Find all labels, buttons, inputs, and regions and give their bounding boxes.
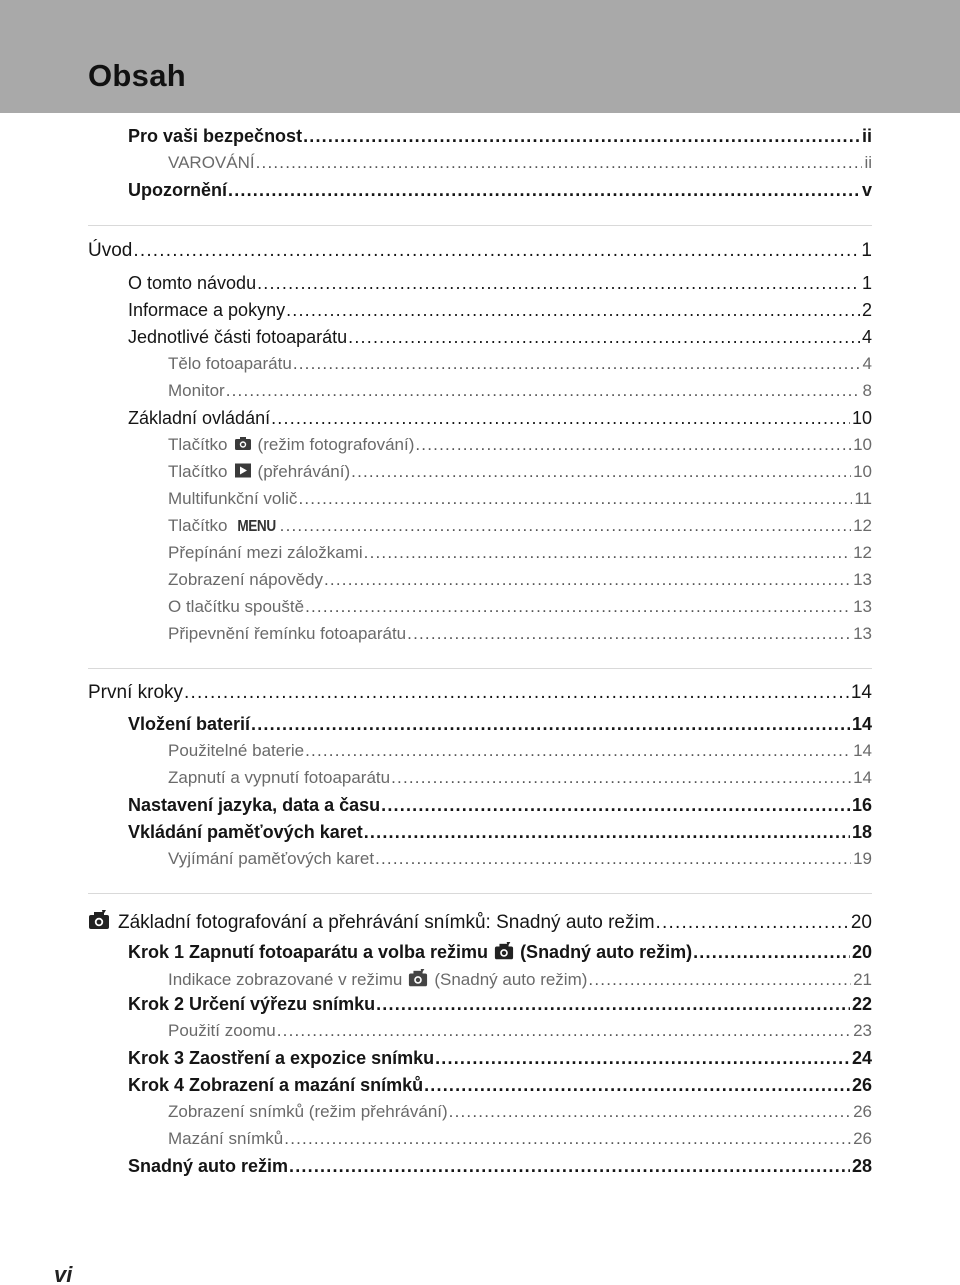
toc-entry-label: Základní ovládání (128, 408, 271, 428)
toc-entry[interactable] (0, 1048, 872, 1069)
toc-leader (280, 516, 851, 536)
toc-leader (133, 240, 859, 262)
toc-page-number: 28 (851, 1156, 872, 1176)
menu-icon: MENU (236, 518, 276, 535)
toc-entry[interactable] (0, 354, 872, 374)
toc-leader (298, 489, 852, 509)
toc-entry-label: VAROVÁNÍ (168, 153, 255, 172)
header-bar (0, 0, 960, 113)
toc-leader (277, 1021, 851, 1041)
toc-entry-label-after: (Snadný auto režim) (520, 942, 693, 963)
toc-leader (424, 1075, 850, 1096)
toc-page-number: 20 (850, 912, 872, 933)
toc-entry[interactable] (0, 1075, 872, 1096)
toc-page-number: 14 (853, 741, 872, 760)
toc-entry-label-after: (přehrávání) (257, 462, 351, 481)
toc-page-number: 10 (853, 435, 872, 454)
toc-entry-label: O tlačítku spouště (168, 597, 305, 616)
toc-entry[interactable] (0, 273, 872, 294)
toc-page-number: 26 (853, 1129, 872, 1148)
toc-leader (376, 994, 850, 1015)
toc-leader (228, 180, 860, 201)
toc-entry[interactable] (0, 624, 872, 644)
toc-entry[interactable] (0, 795, 872, 816)
play-icon (234, 463, 252, 478)
toc-page-number: ii (864, 153, 872, 172)
toc-entry-label: Zobrazení snímků (režim přehrávání) (168, 1102, 448, 1121)
toc-entry-label: První kroky (88, 682, 184, 703)
toc-entry-label: Krok 4 Zobrazení a mazání snímků (128, 1075, 424, 1095)
toc-entry[interactable] (0, 1129, 872, 1149)
toc-leader (351, 462, 851, 482)
toc-entry-label: Vkládání paměťových karet (128, 822, 363, 842)
toc-entry[interactable] (0, 849, 872, 869)
toc-leader (364, 822, 850, 843)
toc-page-number: 1 (861, 273, 872, 293)
toc-entry[interactable] (0, 994, 872, 1015)
toc-entry[interactable] (0, 940, 872, 963)
toc-entry-label: Pro vaši bezpečnost (128, 126, 303, 146)
toc-page-number: 8 (862, 381, 872, 400)
toc-leader (286, 300, 860, 321)
toc-leader (656, 912, 849, 934)
toc-entry-label: Zobrazení nápovědy (168, 570, 323, 589)
toc-entry[interactable] (0, 1021, 872, 1041)
toc-page-number: 13 (853, 570, 872, 589)
toc-entry-label-before: Tlačítko (168, 462, 228, 481)
toc-page-number: 26 (851, 1075, 872, 1095)
toc-page-number: 14 (850, 682, 872, 703)
toc-entry[interactable] (0, 408, 872, 429)
toc-entry-label: Přepínání mezi záložkami (168, 543, 363, 562)
toc-entry-label: Zapnutí a vypnutí fotoaparátu (168, 768, 391, 787)
toc-entry[interactable] (0, 126, 872, 147)
toc-leader (381, 795, 850, 816)
toc-entry[interactable] (0, 489, 872, 509)
toc-leader (256, 153, 863, 173)
toc-leader (375, 849, 851, 869)
toc-page-number: 11 (854, 489, 872, 508)
toc-leader (435, 1048, 850, 1069)
toc-entry-label-before: Tlačítko (168, 435, 228, 454)
toc-entry-label: Krok 2 Určení výřezu snímku (128, 994, 376, 1014)
toc-page-number: 14 (851, 714, 872, 734)
toc-page-number: 18 (851, 822, 872, 842)
toc-entry[interactable] (0, 462, 872, 482)
toc-entry-label: Krok 3 Zaostření a expozice snímku (128, 1048, 435, 1068)
toc-page-number: 21 (853, 970, 872, 990)
camera-icon (234, 436, 252, 451)
toc-leader (293, 354, 861, 374)
toc-entry-label: Nastavení jazyka, data a času (128, 795, 381, 815)
toc-page-number: 24 (851, 1048, 872, 1068)
toc-entry-label: Tělo fotoaparátu (168, 354, 292, 373)
toc-entry-label: Upozornění (128, 180, 227, 200)
toc-page-number: 13 (853, 624, 872, 643)
toc-entry[interactable] (0, 543, 872, 563)
toc-entry-label (168, 967, 587, 990)
toc-entry[interactable] (0, 597, 872, 617)
toc-entry[interactable] (0, 570, 872, 590)
page-title: Obsah (88, 58, 186, 93)
toc-page-number: 23 (853, 1021, 872, 1040)
toc-entry[interactable] (0, 822, 872, 843)
toc-page-number: 4 (862, 354, 872, 373)
toc-leader (415, 435, 851, 455)
toc-page-number: 19 (853, 849, 872, 868)
toc-entry-label-before: Tlačítko (168, 516, 228, 535)
toc-entry[interactable] (0, 967, 872, 990)
toc-entry-label: Vložení baterií (128, 714, 251, 734)
toc-page-number: ii (861, 126, 872, 146)
toc-entry-label: O tomto návodu (128, 273, 257, 293)
toc-entry[interactable] (0, 327, 872, 348)
toc-leader (251, 714, 850, 735)
toc-page-number: 10 (851, 408, 872, 428)
toc-entry-label: Použitelné baterie (168, 741, 305, 760)
toc-leader (305, 597, 851, 617)
toc-entry-label: Mazání snímků (168, 1129, 284, 1148)
toc-entry-label-after: (Snadný auto režim) (434, 970, 588, 990)
section-divider (88, 668, 872, 669)
toc-leader (407, 624, 851, 644)
toc-entry-label: Multifunkční volič (168, 489, 298, 508)
toc-entry-label: Monitor (168, 381, 225, 400)
toc-page-number: 20 (851, 942, 872, 963)
easy-auto-icon (88, 910, 110, 930)
toc-entry-label (88, 908, 655, 934)
toc-entry-label: Úvod (88, 240, 133, 261)
toc-page-number: 12 (853, 543, 872, 562)
easy-auto-icon (408, 969, 428, 987)
section-divider (88, 225, 872, 226)
toc-leader (226, 381, 861, 401)
toc-leader (289, 1156, 850, 1177)
toc-page-number: 2 (861, 300, 872, 320)
toc-entry-label (168, 435, 414, 455)
toc-leader (271, 408, 850, 429)
toc-page-number: v (861, 180, 872, 200)
toc-leader (184, 682, 849, 704)
toc-entry-label-text: Základní fotografování a přehrávání snímků: Snadný auto režim (118, 912, 655, 933)
toc-entry[interactable] (0, 381, 872, 401)
toc-leader (257, 273, 860, 294)
toc-page-number: 16 (851, 795, 872, 815)
page-folio: vi (54, 1262, 73, 1285)
toc-page-number: 26 (853, 1102, 872, 1121)
toc-leader (284, 1129, 851, 1149)
toc-leader (588, 970, 851, 990)
toc-entry-label: Jednotlivé části fotoaparátu (128, 327, 348, 347)
toc-entry[interactable] (0, 682, 872, 704)
toc-leader (324, 570, 851, 590)
toc-entry[interactable] (0, 1156, 872, 1177)
toc-entry-label (168, 462, 350, 482)
toc-entry-label (128, 940, 692, 963)
toc-entry[interactable] (0, 300, 872, 321)
toc-entry-label: Informace a pokyny (128, 300, 286, 320)
toc-leader (305, 741, 851, 761)
toc-entry[interactable] (0, 741, 872, 761)
toc-entry-label-before: Indikace zobrazované v režimu (168, 970, 403, 990)
toc-entry[interactable] (0, 714, 872, 735)
toc-entry-label: Použití zoomu (168, 1021, 276, 1040)
section-divider (88, 893, 872, 894)
toc-page-number: 14 (853, 768, 872, 787)
toc-leader (391, 768, 851, 788)
toc-entry[interactable] (0, 516, 872, 536)
toc-entry[interactable] (0, 240, 872, 262)
toc-entry[interactable] (0, 908, 872, 934)
toc-page-number: 10 (853, 462, 872, 481)
toc-entry[interactable] (0, 153, 872, 173)
toc-entry-label: Vyjímání paměťových karet (168, 849, 375, 868)
toc-entry-label-before: Krok 1 Zapnutí fotoaparátu a volba režimu (128, 942, 489, 963)
toc-entry[interactable] (0, 768, 872, 788)
toc-page-number: 4 (861, 327, 872, 347)
toc-page-number: 22 (851, 994, 872, 1014)
toc-leader (693, 942, 850, 963)
toc-page-number: 1 (861, 240, 872, 261)
toc-entry[interactable] (0, 435, 872, 455)
toc-leader (364, 543, 851, 563)
toc-entry-label (168, 516, 279, 536)
toc-page-number: 13 (853, 597, 872, 616)
toc-entry-label-after: (režim fotografování) (257, 435, 415, 454)
toc-leader (303, 126, 860, 147)
toc-entry[interactable] (0, 1102, 872, 1122)
toc-leader (449, 1102, 851, 1122)
toc-entry-label: Připevnění řemínku fotoaparátu (168, 624, 407, 643)
toc-page-number: 12 (853, 516, 872, 535)
toc-entry[interactable] (0, 180, 872, 201)
easy-auto-icon (494, 942, 514, 960)
toc-entry-label: Snadný auto režim (128, 1156, 289, 1176)
toc-leader (348, 327, 860, 348)
